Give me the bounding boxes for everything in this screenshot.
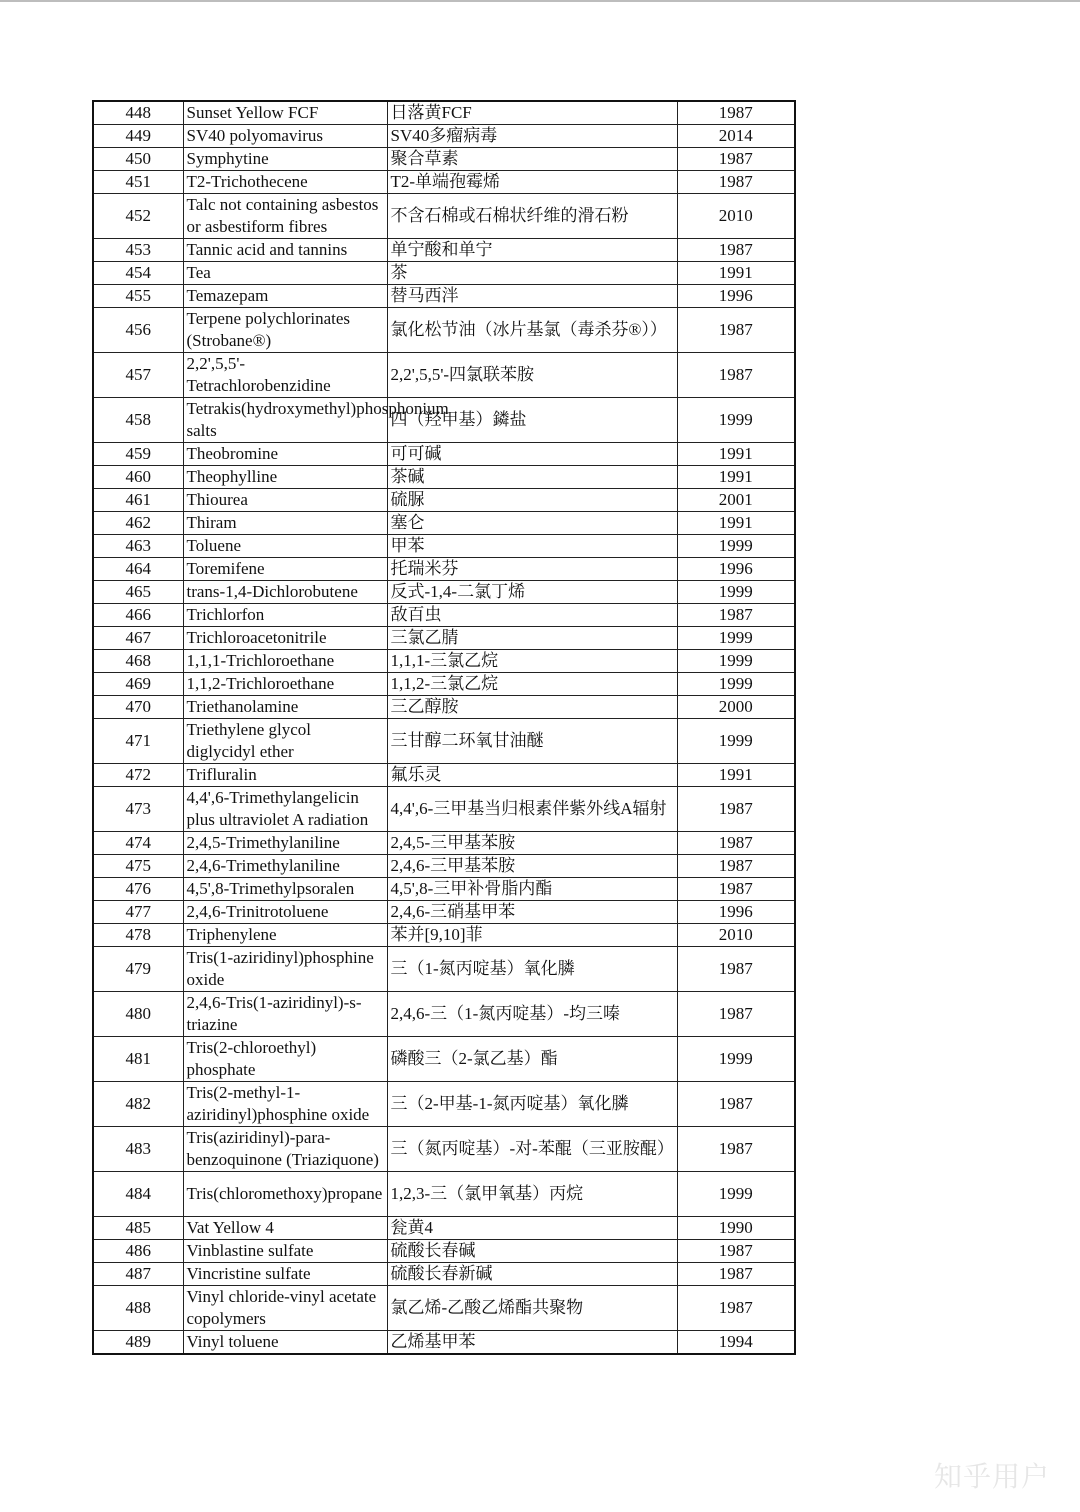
chinese-name: 硫酸长春碱 xyxy=(387,1240,677,1263)
chinese-name: 替马西泮 xyxy=(387,285,677,308)
table-row xyxy=(93,308,795,353)
row-number: 456 xyxy=(93,308,183,353)
table-row xyxy=(93,650,795,673)
english-name: Vat Yellow 4 xyxy=(183,1217,387,1240)
english-name: Trifluralin xyxy=(183,764,387,787)
table-row xyxy=(93,398,795,443)
table-row xyxy=(93,719,795,764)
evaluation-year: 1994 xyxy=(677,1331,795,1355)
top-border xyxy=(0,0,1080,2)
evaluation-year: 1999 xyxy=(677,398,795,443)
table-body xyxy=(93,101,795,1354)
english-name: Symphytine xyxy=(183,148,387,171)
evaluation-year: 1999 xyxy=(677,673,795,696)
row-number: 469 xyxy=(93,673,183,696)
row-number: 486 xyxy=(93,1240,183,1263)
english-name: Vincristine sulfate xyxy=(183,1263,387,1286)
evaluation-year: 1991 xyxy=(677,512,795,535)
evaluation-year: 1987 xyxy=(677,992,795,1037)
evaluation-year: 1987 xyxy=(677,148,795,171)
evaluation-year: 1999 xyxy=(677,535,795,558)
evaluation-year: 2014 xyxy=(677,125,795,148)
table-row xyxy=(93,558,795,581)
english-name: Trichloroacetonitrile xyxy=(183,627,387,650)
english-name: Tea xyxy=(183,262,387,285)
row-number: 471 xyxy=(93,719,183,764)
english-name: 1,1,1-Trichloroethane xyxy=(183,650,387,673)
evaluation-year: 1991 xyxy=(677,466,795,489)
english-name: 4,4',6-Trimethylangelicin plus ultraviolet A radiation xyxy=(183,787,387,832)
table-row xyxy=(93,194,795,239)
english-name: 2,2',5,5'-Tetrachlorobenzidine xyxy=(183,353,387,398)
english-name: Triphenylene xyxy=(183,924,387,947)
row-number: 483 xyxy=(93,1127,183,1172)
evaluation-year: 2010 xyxy=(677,194,795,239)
table-row xyxy=(93,604,795,627)
row-number: 463 xyxy=(93,535,183,558)
row-number: 482 xyxy=(93,1082,183,1127)
chinese-name: 4,5',8-三甲补骨脂内酯 xyxy=(387,878,677,901)
evaluation-year: 1999 xyxy=(677,1037,795,1082)
chinese-name: 茶 xyxy=(387,262,677,285)
table-row xyxy=(93,125,795,148)
english-name: Tris(2-chloroethyl) phosphate xyxy=(183,1037,387,1082)
table-row xyxy=(93,1240,795,1263)
table-row xyxy=(93,787,795,832)
row-number: 489 xyxy=(93,1331,183,1355)
table-row xyxy=(93,878,795,901)
evaluation-year: 1999 xyxy=(677,719,795,764)
english-name: Toluene xyxy=(183,535,387,558)
chinese-name: 不含石棉或石棉状纤维的滑石粉 xyxy=(387,194,677,239)
row-number: 451 xyxy=(93,171,183,194)
row-number: 452 xyxy=(93,194,183,239)
chinese-name: 2,4,6-三甲基苯胺 xyxy=(387,855,677,878)
chinese-name: 硫脲 xyxy=(387,489,677,512)
chinese-name: 2,4,5-三甲基苯胺 xyxy=(387,832,677,855)
chinese-name: 2,2',5,5'-四氯联苯胺 xyxy=(387,353,677,398)
table-row xyxy=(93,901,795,924)
english-name: 2,4,6-Trinitrotoluene xyxy=(183,901,387,924)
evaluation-year: 1987 xyxy=(677,1286,795,1331)
chinese-name: 1,1,1-三氯乙烷 xyxy=(387,650,677,673)
row-number: 480 xyxy=(93,992,183,1037)
row-number: 470 xyxy=(93,696,183,719)
chinese-name: 硫酸长春新碱 xyxy=(387,1263,677,1286)
english-name: T2-Trichothecene xyxy=(183,171,387,194)
evaluation-year: 1987 xyxy=(677,604,795,627)
table-row xyxy=(93,1037,795,1082)
chinese-name: 磷酸三（2-氯乙基）酯 xyxy=(387,1037,677,1082)
evaluation-year: 1987 xyxy=(677,947,795,992)
chinese-name: 塞仑 xyxy=(387,512,677,535)
evaluation-year: 1987 xyxy=(677,1240,795,1263)
row-number: 462 xyxy=(93,512,183,535)
evaluation-year: 1999 xyxy=(677,650,795,673)
evaluation-year: 1999 xyxy=(677,627,795,650)
evaluation-year: 1987 xyxy=(677,1127,795,1172)
table-row xyxy=(93,581,795,604)
table-row xyxy=(93,924,795,947)
english-name: Tannic acid and tannins xyxy=(183,239,387,262)
row-number: 459 xyxy=(93,443,183,466)
english-name: Vinblastine sulfate xyxy=(183,1240,387,1263)
evaluation-year: 1987 xyxy=(677,101,795,125)
row-number: 461 xyxy=(93,489,183,512)
table-row xyxy=(93,1331,795,1355)
evaluation-year: 1990 xyxy=(677,1217,795,1240)
table-row xyxy=(93,1127,795,1172)
row-number: 455 xyxy=(93,285,183,308)
table-row xyxy=(93,466,795,489)
chinese-name: 1,1,2-三氯乙烷 xyxy=(387,673,677,696)
row-number: 484 xyxy=(93,1172,183,1217)
zhihu-watermark: 知乎用户 xyxy=(933,1460,1050,1493)
table-row xyxy=(93,171,795,194)
evaluation-year: 1996 xyxy=(677,558,795,581)
row-number: 467 xyxy=(93,627,183,650)
row-number: 460 xyxy=(93,466,183,489)
row-number: 479 xyxy=(93,947,183,992)
english-name: 4,5',8-Trimethylpsoralen xyxy=(183,878,387,901)
table-row xyxy=(93,101,795,125)
chinese-name: 聚合草素 xyxy=(387,148,677,171)
table-row xyxy=(93,1082,795,1127)
chinese-name: 氟乐灵 xyxy=(387,764,677,787)
table-row xyxy=(93,832,795,855)
chinese-name: 1,2,3-三（氯甲氧基）丙烷 xyxy=(387,1172,677,1217)
evaluation-year: 1987 xyxy=(677,171,795,194)
table-row xyxy=(93,353,795,398)
table-row xyxy=(93,512,795,535)
row-number: 488 xyxy=(93,1286,183,1331)
row-number: 466 xyxy=(93,604,183,627)
english-name: Tris(1-aziridinyl)phosphine oxide xyxy=(183,947,387,992)
row-number: 478 xyxy=(93,924,183,947)
chinese-name: 2,4,6-三（1-氮丙啶基）-均三嗪 xyxy=(387,992,677,1037)
row-number: 465 xyxy=(93,581,183,604)
row-number: 449 xyxy=(93,125,183,148)
table-row xyxy=(93,285,795,308)
chinese-name: 2,4,6-三硝基甲苯 xyxy=(387,901,677,924)
table-row xyxy=(93,855,795,878)
evaluation-year: 1987 xyxy=(677,1263,795,1286)
carcinogen-table xyxy=(92,100,796,1355)
english-name: Tetrakis(hydroxymethyl)phosphonium salts xyxy=(183,398,387,443)
evaluation-year: 2010 xyxy=(677,924,795,947)
evaluation-year: 1987 xyxy=(677,308,795,353)
evaluation-year: 1999 xyxy=(677,1172,795,1217)
english-name: Thiourea xyxy=(183,489,387,512)
english-name: Thiram xyxy=(183,512,387,535)
english-name: 2,4,5-Trimethylaniline xyxy=(183,832,387,855)
row-number: 450 xyxy=(93,148,183,171)
document-page xyxy=(92,100,796,1355)
evaluation-year: 1996 xyxy=(677,285,795,308)
english-name: Theophylline xyxy=(183,466,387,489)
english-name: Triethylene glycol diglycidyl ether xyxy=(183,719,387,764)
table-row xyxy=(93,443,795,466)
chinese-name: 单宁酸和单宁 xyxy=(387,239,677,262)
chinese-name: 三甘醇二环氧甘油醚 xyxy=(387,719,677,764)
table-row xyxy=(93,696,795,719)
row-number: 454 xyxy=(93,262,183,285)
row-number: 477 xyxy=(93,901,183,924)
english-name: Tris(aziridinyl)-para-benzoquinone (Triaziquone) xyxy=(183,1127,387,1172)
row-number: 487 xyxy=(93,1263,183,1286)
row-number: 475 xyxy=(93,855,183,878)
row-number: 481 xyxy=(93,1037,183,1082)
chinese-name: 瓮黄4 xyxy=(387,1217,677,1240)
english-name: Toremifene xyxy=(183,558,387,581)
row-number: 474 xyxy=(93,832,183,855)
table-row xyxy=(93,148,795,171)
row-number: 473 xyxy=(93,787,183,832)
table-row xyxy=(93,627,795,650)
table-row xyxy=(93,489,795,512)
chinese-name: 敌百虫 xyxy=(387,604,677,627)
chinese-name: 可可碱 xyxy=(387,443,677,466)
chinese-name: 氯乙烯-乙酸乙烯酯共聚物 xyxy=(387,1286,677,1331)
chinese-name: 三乙醇胺 xyxy=(387,696,677,719)
row-number: 476 xyxy=(93,878,183,901)
table-row xyxy=(93,764,795,787)
row-number: 458 xyxy=(93,398,183,443)
english-name: Vinyl chloride-vinyl acetate copolymers xyxy=(183,1286,387,1331)
chinese-name: 甲苯 xyxy=(387,535,677,558)
table-row xyxy=(93,262,795,285)
evaluation-year: 1987 xyxy=(677,855,795,878)
english-name: 1,1,2-Trichloroethane xyxy=(183,673,387,696)
table-row xyxy=(93,535,795,558)
chinese-name: SV40多瘤病毒 xyxy=(387,125,677,148)
chinese-name: T2-单端孢霉烯 xyxy=(387,171,677,194)
evaluation-year: 1987 xyxy=(677,787,795,832)
chinese-name: 苯并[9,10]菲 xyxy=(387,924,677,947)
english-name: trans-1,4-Dichlorobutene xyxy=(183,581,387,604)
evaluation-year: 1999 xyxy=(677,581,795,604)
english-name: Sunset Yellow FCF xyxy=(183,101,387,125)
english-name: 2,4,6-Trimethylaniline xyxy=(183,855,387,878)
evaluation-year: 2000 xyxy=(677,696,795,719)
english-name: Temazepam xyxy=(183,285,387,308)
evaluation-year: 1987 xyxy=(677,353,795,398)
chinese-name: 三（1-氮丙啶基）氧化膦 xyxy=(387,947,677,992)
row-number: 468 xyxy=(93,650,183,673)
chinese-name: 托瑞米芬 xyxy=(387,558,677,581)
row-number: 453 xyxy=(93,239,183,262)
evaluation-year: 1991 xyxy=(677,764,795,787)
table-row xyxy=(93,1172,795,1217)
evaluation-year: 1987 xyxy=(677,832,795,855)
english-name: Theobromine xyxy=(183,443,387,466)
row-number: 464 xyxy=(93,558,183,581)
row-number: 485 xyxy=(93,1217,183,1240)
chinese-name: 4,4',6-三甲基当归根素伴紫外线A辐射 xyxy=(387,787,677,832)
english-name: Tris(chloromethoxy)propane xyxy=(183,1172,387,1217)
chinese-name: 氯化松节油（冰片基氯（毒杀芬®）） xyxy=(387,308,677,353)
chinese-name: 三氯乙腈 xyxy=(387,627,677,650)
chinese-name: 三（2-甲基-1-氮丙啶基）氧化膦 xyxy=(387,1082,677,1127)
chinese-name: 乙烯基甲苯 xyxy=(387,1331,677,1355)
english-name: Tris(2-methyl-1-aziridinyl)phosphine oxide xyxy=(183,1082,387,1127)
chinese-name: 四（羟甲基）鏻盐 xyxy=(387,398,677,443)
table-row xyxy=(93,673,795,696)
english-name: Vinyl toluene xyxy=(183,1331,387,1355)
chinese-name: 反式-1,4-二氯丁烯 xyxy=(387,581,677,604)
table-row xyxy=(93,1217,795,1240)
chinese-name: 日落黄FCF xyxy=(387,101,677,125)
evaluation-year: 1987 xyxy=(677,878,795,901)
evaluation-year: 1991 xyxy=(677,443,795,466)
english-name: Talc not containing asbestos or asbestiform fibres xyxy=(183,194,387,239)
evaluation-year: 1987 xyxy=(677,1082,795,1127)
chinese-name: 茶碱 xyxy=(387,466,677,489)
evaluation-year: 1991 xyxy=(677,262,795,285)
evaluation-year: 2001 xyxy=(677,489,795,512)
evaluation-year: 1996 xyxy=(677,901,795,924)
table-row xyxy=(93,992,795,1037)
english-name: Trichlorfon xyxy=(183,604,387,627)
english-name: SV40 polyomavirus xyxy=(183,125,387,148)
table-row xyxy=(93,239,795,262)
english-name: Triethanolamine xyxy=(183,696,387,719)
table-row xyxy=(93,947,795,992)
table-row xyxy=(93,1286,795,1331)
table-row xyxy=(93,1263,795,1286)
english-name: Terpene polychlorinates (Strobane®) xyxy=(183,308,387,353)
row-number: 448 xyxy=(93,101,183,125)
row-number: 472 xyxy=(93,764,183,787)
chinese-name: 三（氮丙啶基）-对-苯醌（三亚胺醌） xyxy=(387,1127,677,1172)
english-name: 2,4,6-Tris(1-aziridinyl)-s-triazine xyxy=(183,992,387,1037)
evaluation-year: 1987 xyxy=(677,239,795,262)
row-number: 457 xyxy=(93,353,183,398)
